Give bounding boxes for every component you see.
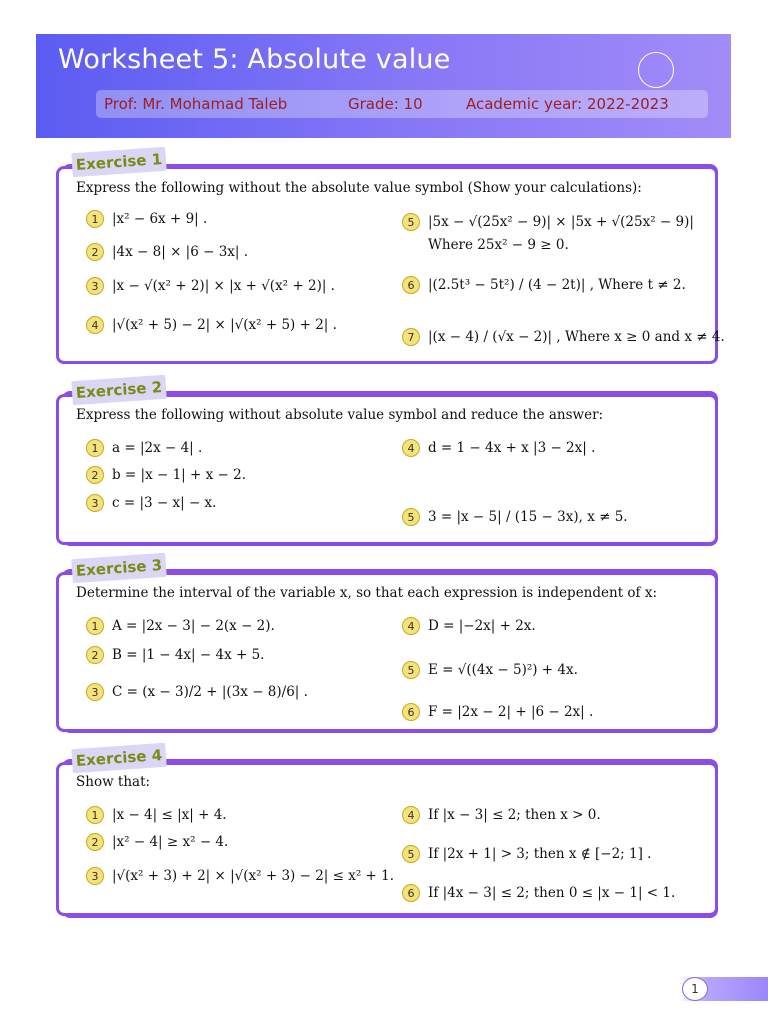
- exercise-3-item-6: 6 F = |2x − 2| + |6 − 2x| .: [402, 703, 593, 721]
- exercise-4-item-2: 2 |x² − 4| ≥ x² − 4.: [86, 833, 228, 851]
- header-circle-icon: [638, 52, 674, 88]
- exercise-1-item-5-note: Where 25x² − 9 ≥ 0.: [428, 237, 569, 253]
- exercise-2-prompt: Express the following without absolute value symbol and reduce the answer:: [76, 407, 604, 423]
- exercise-4-prompt: Show that:: [76, 774, 151, 790]
- exercise-2-item-5: 5 3 = |x − 5| / (15 − 3x), x ≠ 5.: [402, 508, 628, 526]
- exercise-3-item-3: 3 C = (x − 3)/2 + |(3x − 8)/6| .: [86, 683, 308, 701]
- exercise-1-item-7: 7 |(x − 4) / (√x − 2)| , Where x ≥ 0 and x ≠ 4.: [402, 328, 725, 346]
- exercise-3-prompt: Determine the interval of the variable x, so that each expression is independent of x:: [76, 585, 658, 601]
- exercise-4-item-5: 5 If |2x + 1| > 3; then x ∉ [−2; 1] .: [402, 845, 651, 863]
- prof-label: Prof: Mr. Mohamad Taleb: [104, 95, 288, 113]
- exercise-1-item-3: 3 |x − √(x² + 2)| × |x + √(x² + 2)| .: [86, 277, 335, 295]
- exercise-2-label: Exercise 2: [71, 375, 166, 405]
- exercise-1-item-6: 6 |(2.5t³ − 5t²) / (4 − 2t)| , Where t ≠ 2.: [402, 276, 686, 294]
- exercise-2-item-3: 3 c = |3 − x| − x.: [86, 494, 216, 512]
- exercise-4-item-3: 3 |√(x² + 3) + 2| × |√(x² + 3) − 2| ≤ x² + 1.: [86, 867, 394, 885]
- exercise-1-item-2: 2 |4x − 8| × |6 − 3x| .: [86, 243, 248, 261]
- worksheet-title: Worksheet 5: Absolute value: [58, 44, 451, 75]
- exercise-2-item-1: 1 a = |2x − 4| .: [86, 439, 202, 457]
- exercise-2-item-2: 2 b = |x − 1| + x − 2.: [86, 466, 246, 484]
- info-bar: [96, 90, 708, 118]
- exercise-1-item-5: 5 |5x − √(25x² − 9)| × |5x + √(25x² − 9)|: [402, 213, 694, 231]
- exercise-3-item-2: 2 B = |1 − 4x| − 4x + 5.: [86, 646, 264, 664]
- exercise-1-label: Exercise 1: [71, 147, 166, 177]
- exercise-3-label: Exercise 3: [71, 553, 166, 583]
- exercise-4-item-6: 6 If |4x − 3| ≤ 2; then 0 ≤ |x − 1| < 1.: [402, 884, 675, 902]
- grade-label: Grade: 10: [348, 95, 423, 113]
- exercise-1-item-4: 4 |√(x² + 5) − 2| × |√(x² + 5) + 2| .: [86, 316, 337, 334]
- exercise-4-item-4: 4 If |x − 3| ≤ 2; then x > 0.: [402, 806, 601, 824]
- exercise-2-item-4: 4 d = 1 − 4x + x |3 − 2x| .: [402, 439, 595, 457]
- exercise-3-item-1: 1 A = |2x − 3| − 2(x − 2).: [86, 617, 275, 635]
- exercise-4-item-1: 1 |x − 4| ≤ |x| + 4.: [86, 806, 227, 824]
- exercise-4-label: Exercise 4: [71, 743, 166, 773]
- academic-year-label: Academic year: 2022-2023: [466, 95, 669, 113]
- page-number: 1: [682, 977, 708, 1001]
- exercise-3-item-5: 5 E = √((4x − 5)²) + 4x.: [402, 661, 578, 679]
- exercise-1-item-1: 1 |x² − 6x + 9| .: [86, 210, 207, 228]
- exercise-1-prompt: Express the following without the absolute value symbol (Show your calculations):: [76, 180, 642, 196]
- worksheet-header: [36, 34, 731, 138]
- exercise-3-item-4: 4 D = |−2x| + 2x.: [402, 617, 536, 635]
